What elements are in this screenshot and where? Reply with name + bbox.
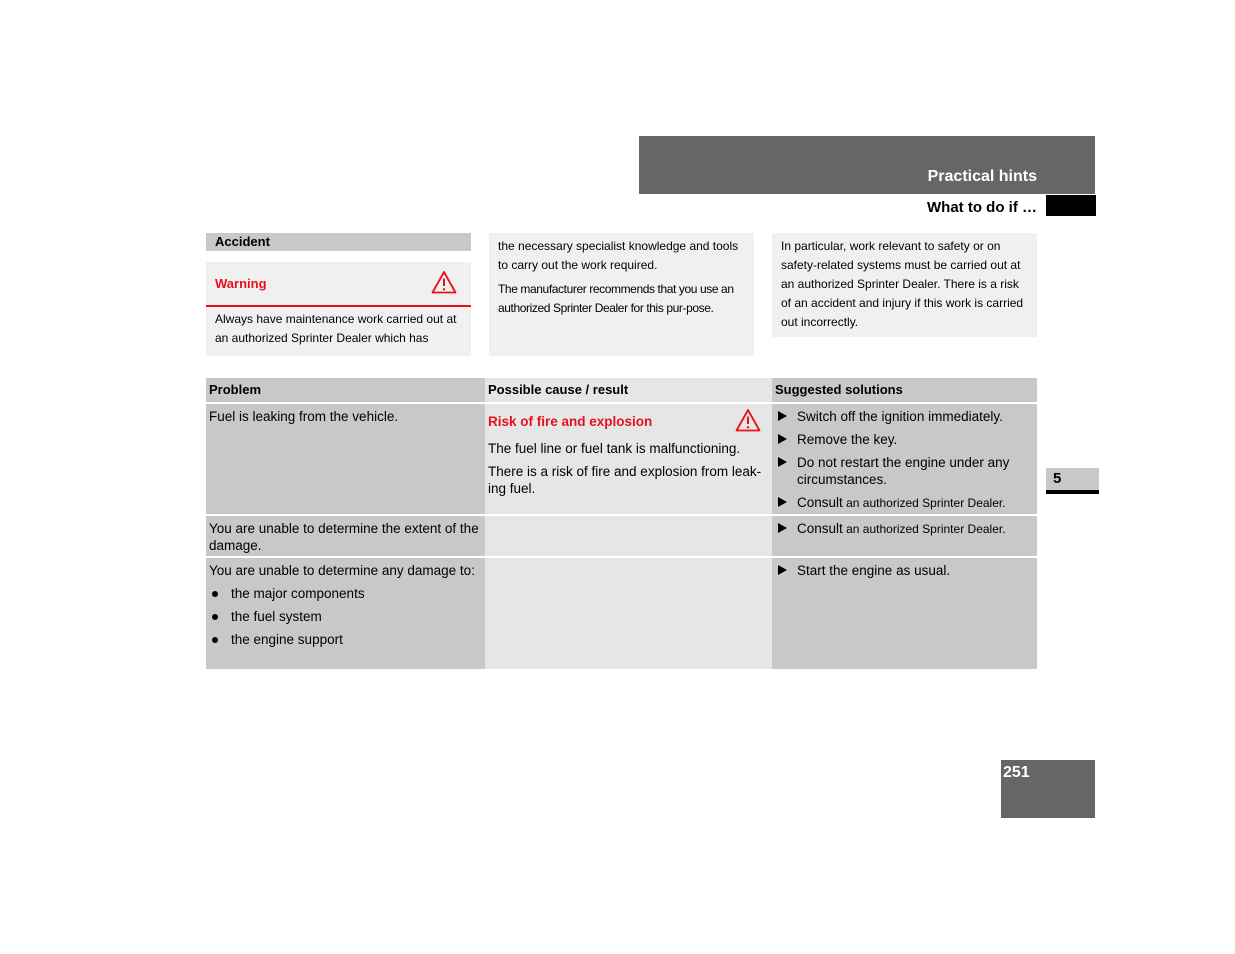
solution-prefix: Consult	[797, 521, 843, 536]
continued-para-1: the necessary specialist knowledge and tools to carry out the work required.	[498, 239, 739, 272]
row1-problem	[206, 404, 485, 514]
continued-text	[498, 237, 748, 323]
warning-text: Always have maintenance work carried out at an authorized Sprinter Dealer which has	[215, 312, 457, 345]
row2-solutions	[772, 516, 1037, 556]
chapter-number: 5	[1053, 470, 1062, 487]
solution-prefix: Consult	[797, 495, 843, 510]
accident-heading	[206, 233, 471, 251]
subsection-marker	[1046, 195, 1096, 216]
header-solutions: Suggested solutions	[772, 378, 1037, 402]
accident-heading-text: Accident	[215, 234, 270, 249]
row2-problem-text: You are unable to determine the extent of the damage.	[209, 521, 479, 553]
solution-item	[775, 494, 1034, 512]
solution-rest: an authorized Sprinter Dealer.	[842, 496, 1006, 510]
solution-item: Start the engine as usual.	[775, 562, 1034, 579]
warning-divider	[206, 305, 471, 307]
safety-note-text: In particular, work relevant to safety or on safety-related systems must be carried out at an authorized Sprinter Dealer. There is a risk of an accident and injury if this work is carried out incorrectly.	[781, 239, 1024, 329]
header-problem: Problem	[206, 378, 485, 402]
risk-title: Risk of fire and explosion	[488, 414, 653, 429]
cause-line-1: The fuel line or fuel tank is malfunctioning.	[488, 441, 741, 456]
list-item: the fuel system	[209, 608, 482, 625]
warning-triangle-icon	[431, 270, 457, 294]
solution-item: Do not restart the engine under any circumstances.	[775, 454, 1034, 488]
list-item: the major components	[209, 585, 482, 602]
row2-problem	[206, 516, 485, 556]
continued-para-2: The manufacturer recommends that you use an authorized Sprinter Dealer for this pur-pose.	[498, 282, 734, 315]
row1-problem-text: Fuel is leaking from the vehicle.	[209, 409, 399, 424]
row3-solutions	[772, 558, 1037, 669]
row1-cause	[485, 404, 772, 514]
solution-item: Remove the key.	[775, 431, 1034, 448]
solution-item: Switch off the ignition immediately.	[775, 408, 1034, 425]
row3-problem-text: You are unable to determine any damage to:	[209, 563, 475, 578]
list-item: the engine support	[209, 631, 482, 648]
section-title: Practical hints	[927, 168, 1037, 185]
solution-rest: an authorized Sprinter Dealer.	[842, 522, 1006, 536]
solution-item	[775, 520, 1034, 538]
cause-line-2: There is a risk of fire and explosion from leak-ing fuel.	[488, 464, 762, 496]
row3-cause	[485, 558, 772, 669]
row3-problem	[206, 558, 485, 669]
risk-warning-triangle-icon	[735, 408, 761, 432]
page-number: 251	[1003, 764, 1030, 781]
subsection-title: What to do if …	[927, 199, 1037, 216]
header-cause: Possible cause / result	[485, 378, 772, 402]
row1-solutions	[772, 404, 1037, 514]
row2-cause	[485, 516, 772, 556]
warning-title: Warning	[215, 276, 267, 291]
